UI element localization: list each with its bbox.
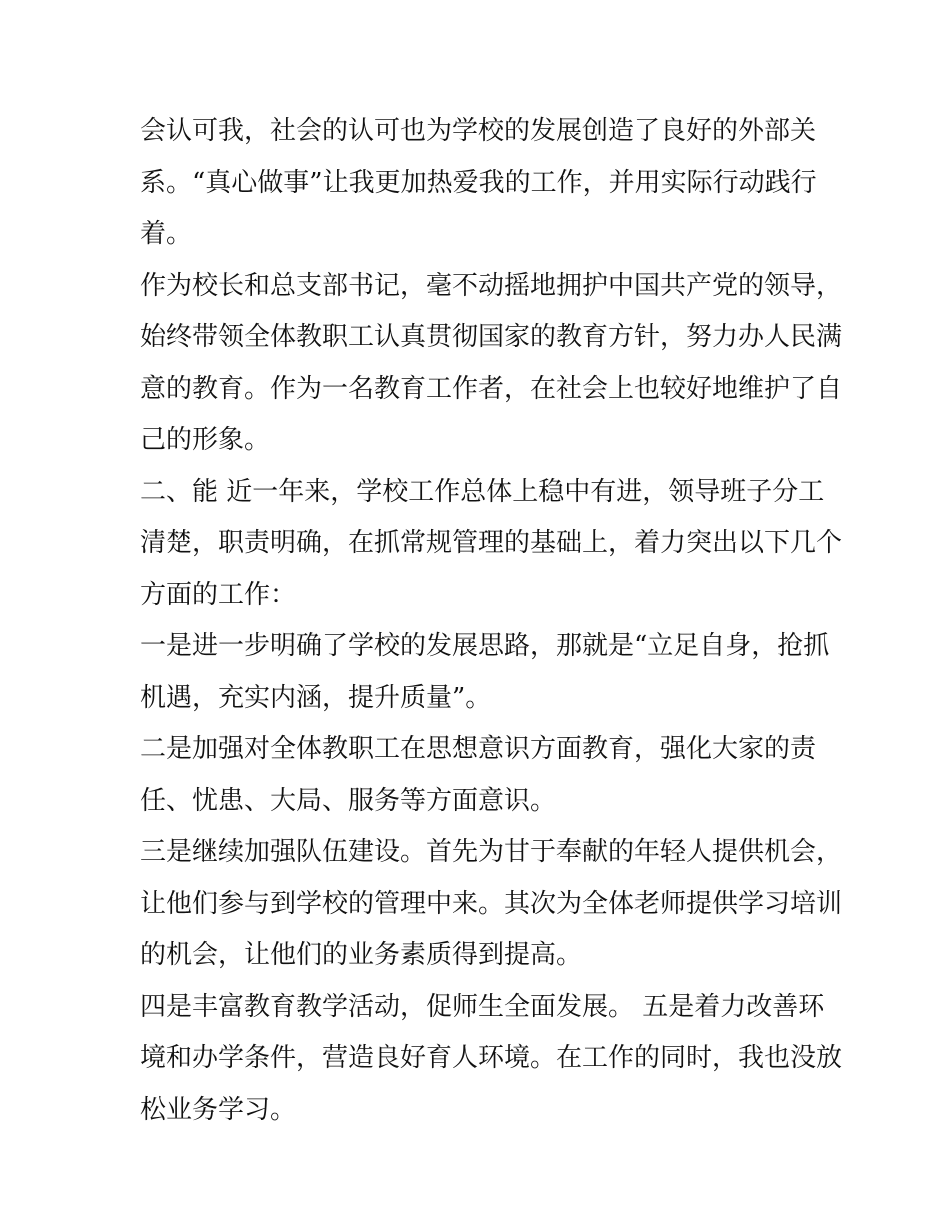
text-line: 系。“真心做事”让我更加热爱我的工作，并用实际行动践行 xyxy=(140,167,817,198)
text-line: 己的形象。 xyxy=(140,425,271,455)
text-line: 四是丰富教育教学活动，促师生全面发展。 五是着力改善环 xyxy=(140,991,825,1022)
text-line: 始终带领全体教职工认真贯彻国家的教育方针，努力办人民满 xyxy=(140,322,843,352)
text-line: 松业务学习。 xyxy=(140,1094,297,1125)
text-line: 作为校长和总支部书记，毫不动摇地拥护中国共产党的领导， xyxy=(140,270,843,301)
text-line: 境和办学条件，营造良好育人环境。在工作的同时，我也没放 xyxy=(140,1043,843,1073)
text-line: 二、能 近一年来，学校工作总体上稳中有进，领导班子分工 xyxy=(140,476,825,507)
text-line: 的机会，让他们的业务素质得到提高。 xyxy=(140,940,583,970)
text-line: 机遇，充实内涵，提升质量”。 xyxy=(140,682,492,713)
text-line: 三是继续加强队伍建设。首先为甘于奉献的年轻人提供机会， xyxy=(140,837,843,867)
text-line: 会认可我，社会的认可也为学校的发展创造了良好的外部关 xyxy=(140,116,817,146)
text-line: 着。 xyxy=(140,219,193,249)
text-line: 方面的工作： xyxy=(140,579,297,610)
document-body xyxy=(140,106,843,1136)
text-line: 一是进一步明确了学校的发展思路，那就是“立足自身，抢抓 xyxy=(140,631,830,661)
text-line: 清楚，职责明确，在抓常规管理的基础上，着力突出以下几个 xyxy=(140,528,843,558)
text-line: 二是加强对全体教职工在思想意识方面教育，强化大家的责 xyxy=(140,734,817,764)
text-line: 让他们参与到学校的管理中来。其次为全体老师提供学习培训 xyxy=(140,888,843,919)
text-line: 意的教育。作为一名教育工作者，在社会上也较好地维护了自 xyxy=(140,373,843,404)
text-line: 任、忧患、大局、服务等方面意识。 xyxy=(140,785,557,816)
